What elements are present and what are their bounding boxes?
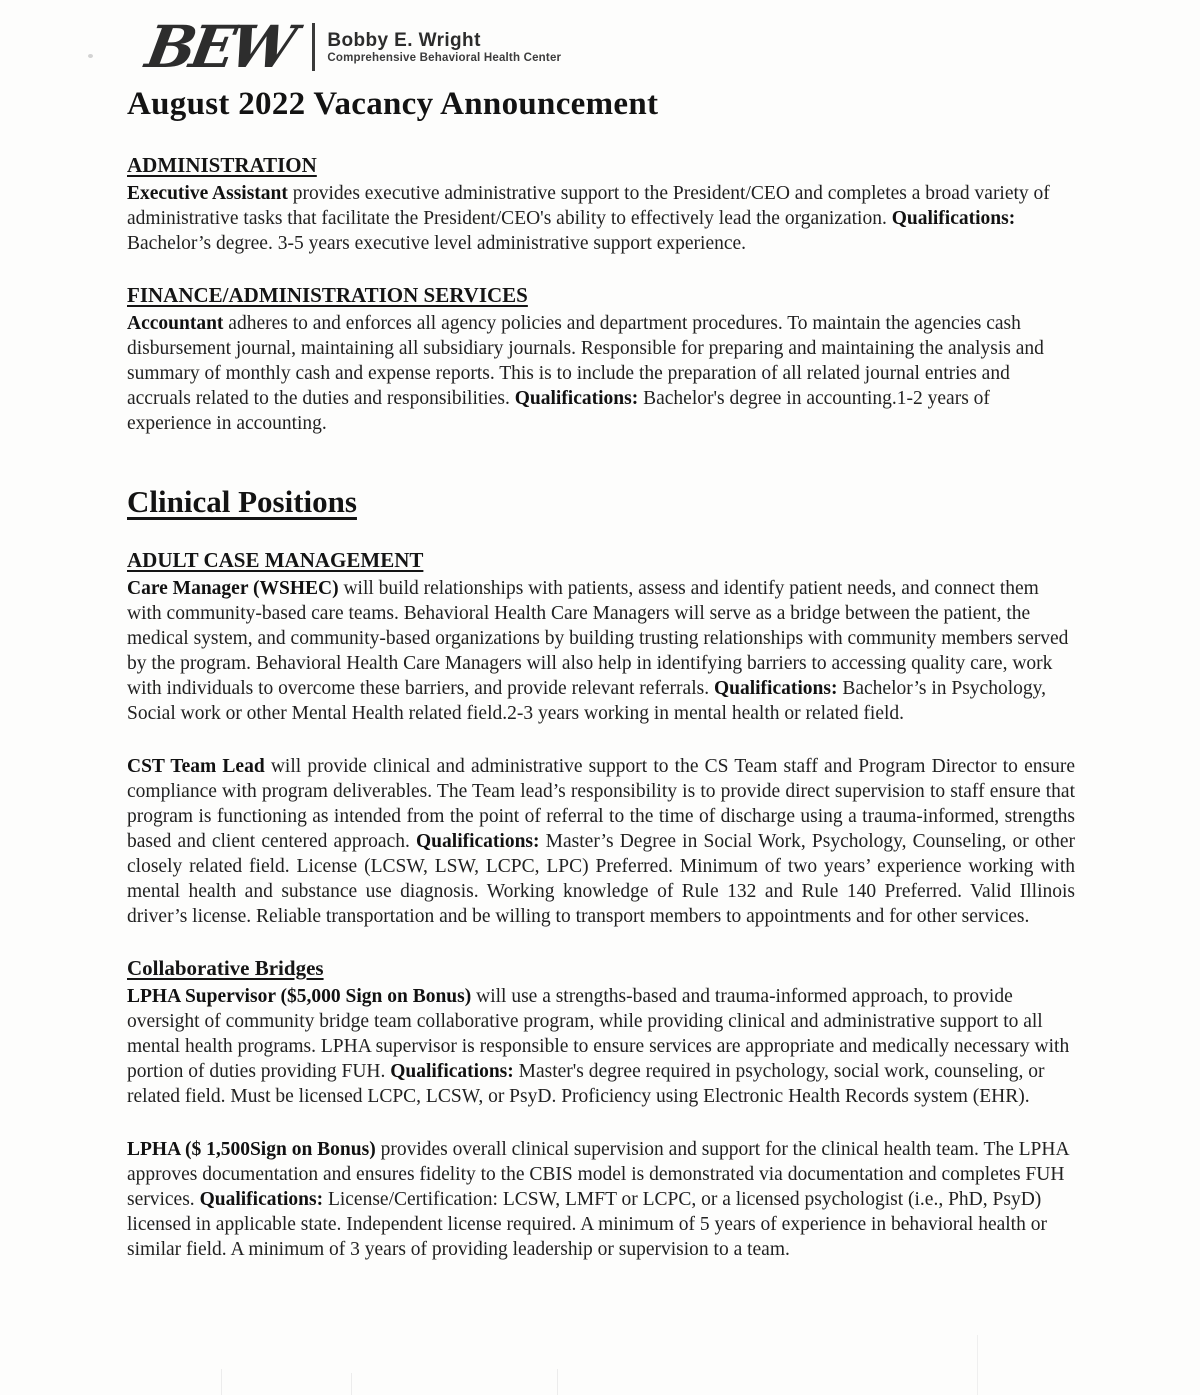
section-finance-administration-services: [127, 283, 1075, 436]
section-heading-collaborative-bridges: Collaborative Bridges: [127, 956, 324, 980]
job-title-lpha-supervisor: LPHA Supervisor ($5,000 Sign on Bonus): [127, 986, 472, 1007]
job-lpha: [127, 1137, 1075, 1262]
job-title-executive-assistant: Executive Assistant: [127, 183, 288, 204]
job-lpha-supervisor: [127, 984, 1075, 1109]
qualifications-text: Bachelor's degree in accounting.1-2 years of experience in accounting.: [127, 388, 990, 434]
qualifications-label: Qualifications:: [390, 1061, 514, 1082]
scan-seam-artifact: [977, 1335, 978, 1395]
job-care-manager: [127, 576, 1075, 726]
job-title-care-manager: Care Manager (WSHEC): [127, 578, 339, 599]
org-name: Bobby E. Wright: [327, 30, 481, 52]
job-executive-assistant: [127, 181, 1075, 256]
job-accountant: [127, 311, 1075, 436]
section-heading-adult-case-management: ADULT CASE MANAGEMENT: [127, 548, 424, 572]
qualifications-label: Qualifications:: [514, 388, 639, 409]
org-block: [327, 28, 561, 65]
qualifications-text: License/Certification: LCSW, LMFT or LCPC, or a licensed psychologist (i.e., PhD, PsyD) licensed in applicable state. Independent license required. A minimum of 5 years of experience in behavioral health or similar field. A minimum of 3 years of providing leadership or supervision to a team.: [127, 1189, 1047, 1260]
job-title-lpha: LPHA ($ 1,500Sign on Bonus): [127, 1139, 376, 1160]
qualifications-text: Bachelor’s degree. 3-5 years executive level administrative support experience.: [127, 233, 747, 254]
qualifications-label: Qualifications:: [199, 1189, 324, 1210]
letterhead: [141, 13, 1075, 81]
scan-seam-artifact: [221, 1369, 222, 1395]
section-heading-administration: ADMINISTRATION: [127, 153, 317, 177]
job-description: provides overall clinical supervision and support for the clinical health team. The LPHA approves documentation and ensures fidelity to the CBIS model is demonstrated via documentation and completes FUH services.: [127, 1139, 1069, 1210]
qualifications-label: Qualifications:: [416, 831, 540, 852]
page-title: August 2022 Vacancy Announcement: [127, 86, 659, 122]
job-description: will use a strengths-based and trauma-informed approach, to provide oversight of community bridge team collaborative program, while providing clinical and administrative support to all mental health programs. LPHA supervisor is responsible to ensure services are appropriate and medically necessary with portion of duties providing FUH.: [127, 986, 1070, 1082]
job-title-accountant: Accountant: [127, 313, 224, 334]
qualifications-text: Master's degree required in psychology, social work, counseling, or related field. Must be licensed LCPC, LCSW, or PsyD. Proficiency using Electronic Health Records system (EHR).: [127, 1061, 1045, 1107]
scan-seam-artifact: [351, 1373, 352, 1395]
job-description: will build relationships with patients, assess and identify patient needs, and connect them with community-based care teams. Behavioral Health Care Managers will serve as a bridge between the patient, the medical system, and community-based organizations by building trusting relationships with community members served by the program. Behavioral Health Care Managers will also help in identifying barriers to accessing quality care, work with individuals to overcome these barriers, and provide relevant referrals.: [127, 578, 1069, 699]
scan-speck-artifact: [88, 54, 93, 58]
qualifications-label: Qualifications:: [891, 208, 1016, 229]
clinical-positions-heading: Clinical Positions: [127, 484, 357, 519]
org-subtitle: Comprehensive Behavioral Health Center: [327, 52, 562, 65]
qualifications-text: Bachelor’s in Psychology, Social work or other Mental Health related field.2-3 years working in mental health or related field.: [127, 678, 1046, 724]
job-description: provides executive administrative support to the President/CEO and completes a broad variety of administrative tasks that facilitate the President/CEO's ability to effectively lead the organization.: [127, 183, 1050, 229]
bew-script-logo: BEW: [141, 13, 297, 81]
section-adult-case-management: [127, 548, 1075, 929]
job-description: will provide clinical and administrative support to the CS Team staff and Program Director to ensure compliance with program deliverables. The Team lead’s responsibility is to provide direct supervision to staff ensure that program is functioning as intended from the point of referral to the time of discharge using a trauma-informed, strengths based and client centered approach.: [127, 756, 1075, 852]
qualifications-text: Master’s Degree in Social Work, Psychology, Counseling, or other closely related field. License (LCSW, LSW, LCPC, LPC) Preferred. Minimum of two years’ experience working with mental health and substance use diagnosis. Working knowledge of Rule 132 and Rule 140 Preferred. Valid Illinois driver’s license. Reliable transportation and be willing to transport members to appointments and for other services.: [127, 831, 1076, 927]
section-administration: [127, 153, 1075, 256]
section-collaborative-bridges: [127, 956, 1075, 1262]
job-description: adheres to and enforces all agency policies and department procedures. To maintain the agencies cash disbursement journal, maintaining all subsidiary journals. Responsible for preparing and maintaining the analysis and summary of monthly cash and expense reports. This is to include the preparation of all related journal entries and accruals related to the duties and responsibilities.: [127, 313, 1044, 409]
section-heading-finance: FINANCE/ADMINISTRATION SERVICES: [127, 283, 528, 307]
scan-seam-artifact: [557, 1369, 558, 1395]
job-title-cst-team-lead: CST Team Lead: [127, 756, 265, 777]
qualifications-label: Qualifications:: [713, 678, 838, 699]
job-cst-team-lead: [127, 754, 1075, 929]
